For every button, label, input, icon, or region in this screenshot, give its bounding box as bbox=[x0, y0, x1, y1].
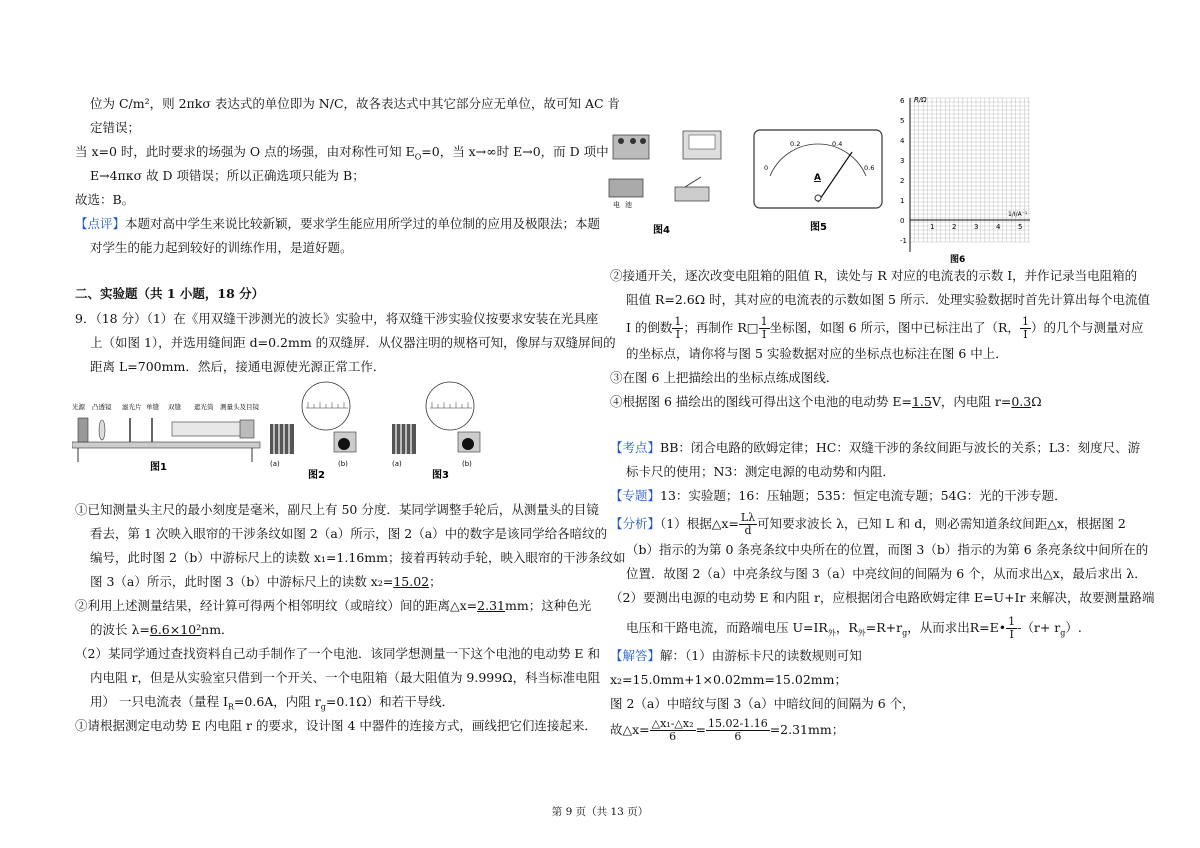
fig1-label: 光源 bbox=[72, 403, 85, 411]
text-line: E→4πκσ 故 D 项错误；所以正确选项只能为 B； bbox=[90, 168, 365, 183]
figure-1-optical-bench bbox=[72, 386, 262, 472]
graph-xtick: 2 bbox=[952, 223, 957, 231]
graph-ytick: 5 bbox=[900, 117, 905, 125]
graph-ytick: 4 bbox=[900, 137, 905, 145]
text-line: x₂=15.0mm+1×0.02mm=15.02mm； bbox=[610, 672, 847, 687]
fig2-a: (a) bbox=[270, 460, 280, 468]
graph-ytick: 1 bbox=[900, 197, 905, 205]
text-line: ①请根据测定电动势 E 内电阻 r 的要求，设计图 4 中器件的连接方式，画线把它们连接起来． bbox=[75, 718, 597, 733]
fenxi-tag: 【分析】 bbox=[610, 516, 661, 531]
text-line: 看去，第 1 次映入眼帘的干涉条纹如图 2（a）所示，图 2（a）中的数字是该同学给各暗纹的 bbox=[90, 526, 608, 541]
text-line: ②利用上述测量结果，经计算可得两个相邻明纹（或暗纹）间的距离△x=2.31mm；这种色光 bbox=[75, 598, 592, 613]
text-line: 【考点】BB：闭合电路的欧姆定律；HC：双缝干涉的条纹间距与波长的关系；L3：刻度尺、游 bbox=[610, 440, 1141, 455]
answer-x2: 15.02 bbox=[393, 574, 430, 589]
graph-xlabel: 1/I/A⁻¹ bbox=[1008, 211, 1028, 218]
graph-xtick: 1 bbox=[930, 223, 935, 231]
meter-tick: 0.2 bbox=[790, 140, 801, 148]
graph-ytick: 0 bbox=[900, 217, 905, 225]
fig4-label: 电 bbox=[613, 201, 620, 209]
fig4-label: 池 bbox=[625, 201, 632, 209]
figure-2 bbox=[268, 380, 368, 480]
graph-ytick: 3 bbox=[900, 157, 905, 165]
figure-4-components bbox=[605, 125, 735, 240]
answer-lambda: 6.6×10² bbox=[149, 622, 202, 637]
text-line: 位置．故图 2（a）中亮条纹与图 3（a）中亮纹间的间隔为 6 个，从而求出△x，最后求出 λ． bbox=[626, 566, 1147, 581]
text-line: 电压和干路电流，而路端电压 $U=IR_外$，$R_外=R+r_g$，从而求出R=E• $\frac{1}{I}$ $-(r+ r_g)$. bbox=[626, 615, 1082, 641]
text-line: 【解答】解：（1）由游标卡尺的读数规则可知 bbox=[610, 648, 862, 663]
graph-ytick: 6 bbox=[900, 97, 905, 105]
figure-5-ammeter bbox=[752, 126, 884, 236]
fig3-b: (b) bbox=[462, 460, 472, 468]
text-line: ②接通开关，逐次改变电阻箱的阻值 R，读处与 R 对应的电流表的示数 I，并作记录当电阻箱的 bbox=[610, 268, 1138, 283]
meter-tick: 0.4 bbox=[832, 140, 843, 148]
answer-r: 0.3 bbox=[1011, 394, 1032, 409]
text-line: ④根据图 6 描绘出的图线可得出这个电池的电动势 E=1.5V，内电阻 r=0.3Ω bbox=[610, 394, 1042, 409]
answer-dx: 2.31 bbox=[477, 598, 505, 613]
fig1-label: 双缝 bbox=[168, 403, 181, 411]
fig1-caption: 图1 bbox=[150, 462, 167, 472]
text-line: 【专题】13：实验题；16：压轴题；535：恒定电流专题；54G：光的干涉专题． bbox=[610, 488, 1067, 503]
section-heading: 二、实验题（共 1 小题，18 分） bbox=[75, 286, 265, 301]
text-line: 内电阻 r，但是从实验室只借到一个开关、一个电阻箱（最大阻值为 9.999Ω，科当标准电阻 bbox=[90, 670, 601, 685]
text-line: 的坐标点，请你将与图 5 实验数据对应的坐标点也标注在图 6 中上． bbox=[626, 346, 1008, 361]
fig4-caption: 图4 bbox=[653, 225, 670, 236]
comment-tag: 【点评】 bbox=[75, 216, 126, 231]
text-line: 定错误； bbox=[90, 120, 141, 135]
question-line: 9．（18 分）（1）在《用双缝干涉测光的波长》实验中，将双缝干涉实验仪按要求安装在光具座 bbox=[75, 311, 599, 326]
fig1-label: 凸透镜 bbox=[92, 403, 112, 411]
text-line: 的波长 λ=6.6×10²nm． bbox=[90, 622, 234, 637]
fig2-caption: 图2 bbox=[308, 470, 325, 480]
text-line: 【分析】（1）根据△x= $\frac{L\lambda}{d}$ 可知要求波长 λ，已知 L 和 d，则必需知道条纹间距△x，根据图 2 bbox=[610, 511, 1126, 537]
fig1-label: 测量头及目镜 bbox=[220, 403, 259, 411]
text-line: 用） 一只电流表（量程 $I_R=0.6A$，内阻 $r_g=0.1\Omega$）和若干导线． bbox=[90, 694, 455, 712]
text-line: 当 x=0 时，此时要求的场强为 O 点的场强，由对称性可知 $E_O=0$，当 x→∞时 E→0，而 D 项中 bbox=[75, 144, 609, 162]
fig1-label: 遮光筒 bbox=[194, 403, 214, 411]
text-line: （2）要测出电源的电动势 E 和内阻 r，应根据闭合电路欧姆定律 E=U+Ir 来解决，故要测量路端 bbox=[610, 590, 1155, 605]
comment-line: 【点评】本题对高中学生来说比较新颖，要求学生能应用所学过的单位制的应用及极限法；本题 bbox=[75, 216, 601, 231]
kaodian-tag: 【考点】 bbox=[610, 440, 661, 455]
text-line: ①已知测量头主尺的最小刻度是毫米，副尺上有 50 分度．某同学调整手轮后，从测量头的目镜 bbox=[75, 502, 599, 517]
text-line: 图 2（a）中暗纹与图 3（a）中暗纹间的间隔为 6 个， bbox=[610, 696, 915, 711]
meter-tick: 0.6 bbox=[864, 164, 875, 172]
text-line: （b）指示的为第 0 条亮条纹中央所在的位置，而图 3（b）指示的为第 6 条亮条纹中间所在的 bbox=[626, 542, 1149, 557]
fig2-b: (b) bbox=[338, 460, 348, 468]
fig3-a: (a) bbox=[392, 460, 402, 468]
zhuanti-tag: 【专题】 bbox=[610, 488, 661, 503]
fig5-caption: 图5 bbox=[810, 222, 827, 233]
text-line: 阻值 R=2.6Ω 时，其对应的电流表的示数如图 5 所示．处理实验数据时首先计算出每个电流值 bbox=[626, 292, 1150, 307]
figure-6-graph bbox=[898, 92, 1038, 264]
graph-xtick: 4 bbox=[996, 223, 1001, 231]
question-line: 距离 L=700mm．然后，接通电源使光源正常工作． bbox=[90, 359, 386, 374]
question-line: 上（如图 1），并选用缝间距 d=0.2mm 的双缝屏．从仪器注明的规格可知，像屏与双缝屏间的 bbox=[90, 335, 616, 350]
text-line: 故△x= $\frac{\text{△x₁-△x₂}}{6}$ = $\frac{15.02-1.16}{6}$ =2.31mm； bbox=[610, 717, 845, 743]
graph-xtick: 3 bbox=[974, 223, 979, 231]
text-line: 位为 C/m²，则 2πkσ 表达式的单位即为 N/C，故各表达式中其它部分应无单位，故可知 AC 肯 bbox=[90, 96, 621, 111]
text-line: 故选：B。 bbox=[75, 192, 135, 207]
meter-unit: A bbox=[814, 173, 821, 183]
text-line: 标卡尺的使用；N3：测定电源的电动势和内阻． bbox=[626, 464, 895, 479]
text-line: 对学生的能力起到较好的训练作用，是道好题。 bbox=[90, 240, 353, 255]
text-line: I 的倒数 $\frac{1}{I}$ ；再制作 R□ $\frac{1}{I}$ 坐标图，如图 6 所示，图中已标注出了（R， $\frac{1}{I}$ ）的几个与测量对应 bbox=[626, 315, 1144, 341]
graph-ytick: 2 bbox=[900, 177, 905, 185]
text-line: ③在图 6 上把描绘出的坐标点练成图线． bbox=[610, 370, 839, 385]
graph-xtick: 5 bbox=[1018, 223, 1023, 231]
text-line: （2）某同学通过查找资料自己动手制作了一个电池．该同学想测量一下这个电池的电动势 E 和 bbox=[75, 646, 601, 661]
text-line: 图 3（a）所示，此时图 3（b）中游标尺上的读数 x₂=15.02； bbox=[90, 574, 442, 589]
fig6-caption: 图6 bbox=[950, 255, 966, 264]
graph-ytick: -1 bbox=[900, 237, 907, 245]
page-footer: 第 9 页（共 13 页） bbox=[551, 806, 649, 818]
fig3-caption: 图3 bbox=[432, 470, 449, 480]
fig1-label: 滤光片 bbox=[122, 403, 142, 411]
figure-3 bbox=[388, 380, 498, 480]
answer-emf: 1.5 bbox=[911, 394, 932, 409]
graph-ylabel: R/Ω bbox=[914, 96, 927, 104]
meter-tick: 0 bbox=[764, 164, 769, 172]
text-line: 编号，此时图 2（b）中游标尺上的读数 x₁=1.16mm；接着再转动手轮，映入眼帘的干涉条纹如 bbox=[90, 550, 626, 565]
jieda-tag: 【解答】 bbox=[610, 648, 661, 663]
fig1-label: 单缝 bbox=[146, 403, 159, 411]
